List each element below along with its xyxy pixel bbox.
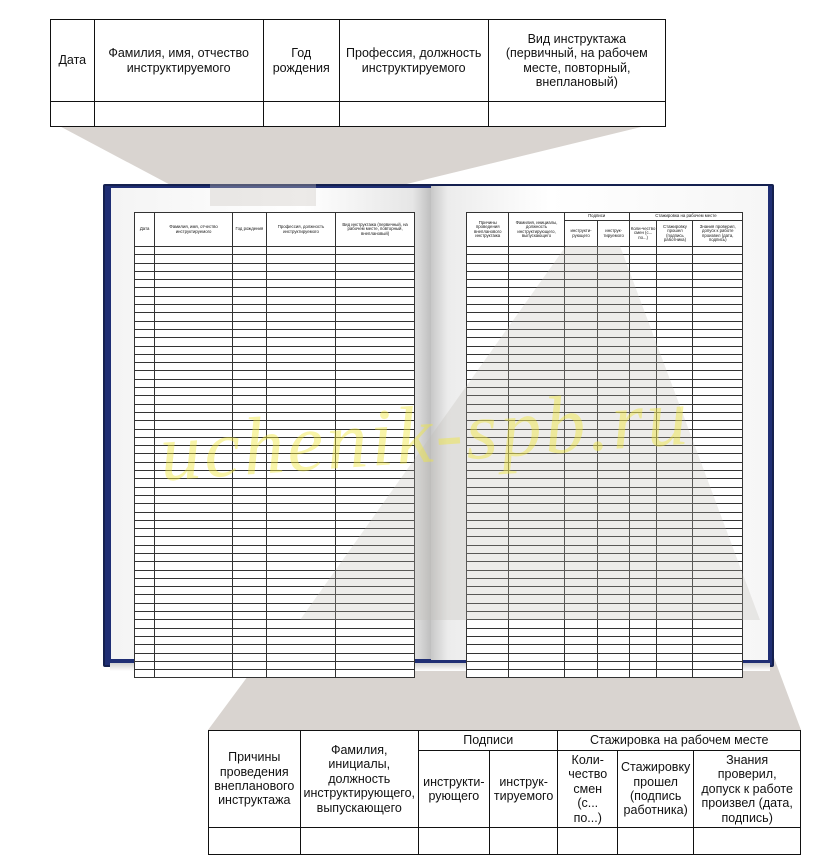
bottom-sub-instructor: инструкти-рующего — [419, 751, 490, 828]
mini-right-sub-instructor: инструкти-рующего — [564, 221, 598, 247]
top-blank-cell — [339, 102, 488, 127]
mini-left-header-name: Фамилия, имя, отчество инструктируемого — [155, 213, 233, 247]
bottom-blank-cell — [694, 827, 801, 854]
top-blank-cell — [94, 102, 263, 127]
bottom-blank-cell — [489, 827, 558, 854]
top-header-profession: Профессия, должность инструктируемого — [339, 20, 488, 102]
top-callout-projection-overlay — [210, 184, 316, 206]
bottom-blank-cell — [209, 827, 301, 854]
mini-left-header-profession: Профессия, должность инструктируемого — [266, 213, 335, 247]
bottom-sub-shifts: Коли-чество смен (с... по...) — [558, 751, 618, 828]
top-header-date: Дата — [51, 20, 95, 102]
bottom-sub-passed: Стажировку прошел (подпись работника) — [618, 751, 694, 828]
bottom-blank-cell — [300, 827, 418, 854]
top-blank-cell — [488, 102, 665, 127]
mini-right-header-internship: Стажировка на рабочем месте — [629, 213, 742, 221]
mini-left-header-date: Дата — [135, 213, 155, 247]
top-zoom-table — [50, 19, 666, 127]
bottom-header-signatures: Подписи — [419, 731, 558, 751]
bottom-blank-cell — [558, 827, 618, 854]
mini-left-header-year: Год рождения — [232, 213, 266, 247]
bottom-header-instructor: Фамилия, инициалы, должность инструктирующего, выпускающего — [300, 731, 418, 828]
mini-right-sub-instructed: инструк-тируемого — [598, 221, 629, 247]
bottom-sub-checked: Знания проверил, допуск к работе произвел (дата, подпись) — [694, 751, 801, 828]
bottom-blank-cell — [419, 827, 490, 854]
bottom-zoom-table — [208, 730, 801, 855]
mini-right-header-instructor: Фамилия, инициалы, должность инструктирующего, выпускающего — [509, 213, 564, 247]
bottom-blank-cell — [618, 827, 694, 854]
mini-left-header-type: Вид инструктажа (первичный, на рабочем месте, повторный, внеплановый) — [336, 213, 415, 247]
watermark-text: uchenik-spb.ru — [156, 370, 694, 499]
mini-right-header-signatures: Подписи — [564, 213, 629, 221]
bottom-sub-instructed: инструк-тируемого — [489, 751, 558, 828]
mini-right-sub-shifts: Коли-чество смен (с... по...) — [629, 221, 657, 247]
bottom-header-reasons: Причины проведения внепланового инструктажа — [209, 731, 301, 828]
mini-right-header-reasons: Причины проведения внепланового инструктажа — [467, 213, 509, 247]
top-blank-cell — [263, 102, 339, 127]
bottom-header-internship: Стажировка на рабочем месте — [558, 731, 801, 751]
top-header-type: Вид инструктажа (первичный, на рабочем месте, повторный, внеплановый) — [488, 20, 665, 102]
top-header-year: Год рождения — [263, 20, 339, 102]
top-blank-cell — [51, 102, 95, 127]
mini-right-sub-checked: Знания проверил, допуск к работе произвел (дата, подпись) — [693, 221, 743, 247]
top-header-name: Фамилия, имя, отчество инструктируемого — [94, 20, 263, 102]
mini-right-sub-passed: Стажировку прошел (подпись работника) — [657, 221, 693, 247]
